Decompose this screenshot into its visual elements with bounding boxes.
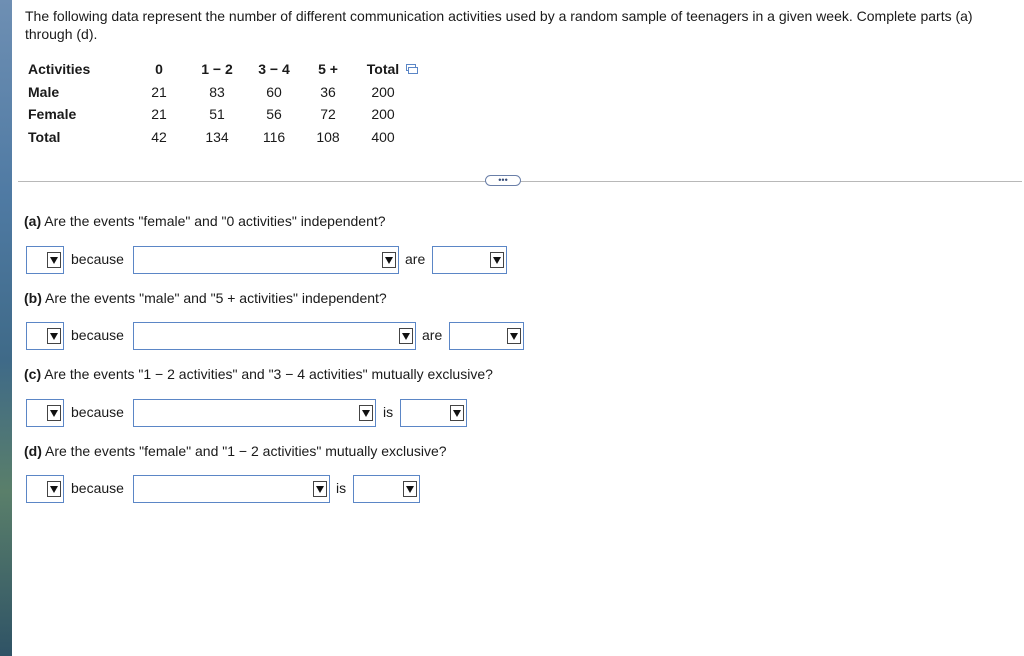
answer-a-reason-dropdown[interactable] [133,246,399,274]
chevron-down-icon [47,405,61,421]
chevron-down-icon [47,328,61,344]
question-d-letter: (d) [24,443,42,459]
because-label: because [71,480,124,496]
question-d-text: Are the events "female" and "1 − 2 activities" mutually exclusive? [41,443,447,459]
connector-label: is [383,404,394,420]
problem-intro: The following data represent the number of different communication activities used by a random sample of teenagers in a given week. Complete parts (a) through (d). [25,8,973,42]
chevron-down-icon [399,328,413,344]
table-row-label: Female [28,106,77,123]
table-cell: 42 [151,128,167,145]
copy-table-icon[interactable] [406,64,418,74]
table-cell: 36 [320,83,336,100]
question-d [24,443,447,459]
question-b-text: Are the events "male" and "5 + activities" independent? [41,290,387,306]
connector-label: are [422,327,443,343]
chevron-down-icon [47,252,61,268]
table-cell: 400 [371,128,395,145]
table-cell: 200 [371,83,395,100]
activities-table [22,58,406,148]
connector-label: are [405,251,426,267]
table-row [22,103,406,126]
answer-a-result-dropdown[interactable] [432,246,507,274]
because-label: because [71,251,124,267]
question-a-letter: (a) [24,213,42,229]
chevron-down-icon [359,405,373,421]
background-strip [0,0,12,656]
table-header-row [22,58,406,81]
chevron-down-icon [382,252,396,268]
chevron-down-icon [450,405,464,421]
table-header-cell: Total [366,61,400,78]
answer-d-choice-dropdown[interactable] [26,475,64,503]
chevron-down-icon [490,252,504,268]
question-a [24,213,386,229]
table-header-cell: Activities [28,61,91,78]
table-cell: 83 [209,83,225,100]
answer-c-result-dropdown[interactable] [400,399,467,427]
table-cell: 134 [205,128,229,145]
table-cell: 72 [320,106,336,123]
answer-c-choice-dropdown[interactable] [26,399,64,427]
connector-label: is [336,480,347,496]
table-cell: 21 [151,106,167,123]
table-cell: 60 [266,83,282,100]
table-header-cell: 3 − 4 [258,61,290,78]
chevron-down-icon [313,481,327,497]
question-b [24,290,387,306]
table-row [22,81,406,104]
table-cell: 108 [316,128,340,145]
table-header-cell: 1 − 2 [201,61,233,78]
answer-d-result-dropdown[interactable] [353,475,420,503]
answer-d-reason-dropdown[interactable] [133,475,330,503]
table-row [22,126,406,149]
table-header-cell: 0 [155,61,163,78]
question-b-letter: (b) [24,290,42,306]
expand-more-button[interactable]: ••• [485,175,521,186]
problem-content [12,0,1024,656]
table-cell: 200 [371,106,395,123]
table-cell: 116 [262,128,286,145]
answer-c-reason-dropdown[interactable] [133,399,376,427]
table-header-cell: 5 + [318,61,338,78]
chevron-down-icon [403,481,417,497]
chevron-down-icon [507,328,521,344]
table-row-label: Male [28,83,60,100]
because-label: because [71,404,124,420]
chevron-down-icon [47,481,61,497]
answer-b-result-dropdown[interactable] [449,322,524,350]
question-c [24,366,493,382]
table-cell: 21 [151,83,167,100]
table-cell: 51 [209,106,225,123]
question-a-text: Are the events "female" and "0 activities" independent? [41,213,386,229]
question-c-text: Are the events "1 − 2 activities" and "3 − 4 activities" mutually exclusive? [41,366,493,382]
answer-a-choice-dropdown[interactable] [26,246,64,274]
table-cell: 56 [266,106,282,123]
answer-b-choice-dropdown[interactable] [26,322,64,350]
table-row-label: Total [28,128,61,145]
question-c-letter: (c) [24,366,42,382]
answer-b-reason-dropdown[interactable] [133,322,416,350]
because-label: because [71,327,124,343]
